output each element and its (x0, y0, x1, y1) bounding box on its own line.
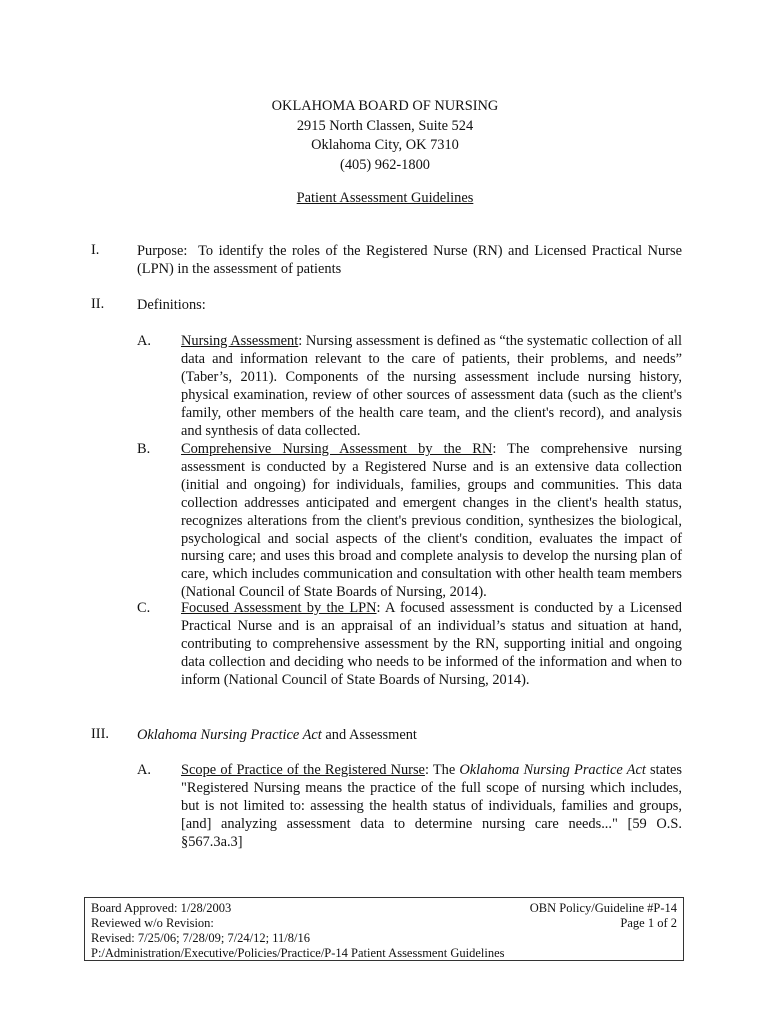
practice-term: Scope of Practice of the Registered Nurse (181, 762, 425, 778)
section-practice-act-title (137, 726, 682, 744)
practice-pre: : The (424, 762, 460, 778)
reviewed-label: Reviewed w/o Revision: (91, 916, 214, 930)
act-title-rest: and Assessment (321, 727, 417, 743)
section-numeral: II. (91, 296, 105, 312)
section-numeral: I. (91, 242, 100, 258)
footer-left (91, 901, 505, 961)
purpose-text: To identify the roles of the Registered Nurse (RN) and Licensed Practical Nurse (LPN) in the assessment of patients (137, 243, 682, 277)
document-title-text: Patient Assessment Guidelines (296, 190, 474, 206)
footer-right (530, 901, 677, 931)
practice-text: states "Registered Nursing means the practice of the full scope of nursing which includes, but is not limited to: assessing the health status of individuals, families and groups, [and] analyzing assessment data to determine nursing care needs..." [59 O.S. §567.3a.3] (181, 762, 682, 850)
section-purpose-body (137, 242, 682, 278)
definition-body (181, 441, 682, 602)
definition-text: : A focused assessment is conducted by a Licensed Practical Nurse and is an appraisal of an individual’s status and situation at hand, contributing to comprehensive assessment by the RN, supporting initial and ongoing data collection and deciding who needs to be informed of the information and when to inform (National Council of State Boards of Nursing, 2014). (181, 600, 682, 688)
address-line-1: 2915 North Classen, Suite 524 (296, 117, 474, 134)
section-definitions-title: Definitions: (137, 297, 206, 313)
act-title-italic: Oklahoma Nursing Practice Act (137, 727, 322, 743)
section-numeral: III. (91, 726, 109, 742)
definition-term: Nursing Assessment (181, 333, 299, 349)
address-line-2: Oklahoma City, OK 7310 (311, 137, 459, 153)
phone-number: (405) 962-1800 (340, 156, 430, 173)
definition-body (181, 333, 682, 440)
definition-body (181, 600, 682, 690)
org-name: OKLAHOMA BOARD OF NURSING (271, 98, 499, 114)
item-letter: C. (137, 600, 151, 616)
document-title (0, 189, 770, 208)
definition-term: Comprehensive Nursing Assessment by the RN (181, 441, 493, 457)
practice-body (181, 762, 682, 852)
item-letter: B. (137, 441, 151, 457)
practice-act-italic: Oklahoma Nursing Practice Act (459, 762, 646, 778)
purpose-label: Purpose: (137, 243, 188, 259)
revised-dates: Revised: 7/25/06; 7/28/09; 7/24/12; 11/8/16 (91, 931, 310, 945)
item-letter: A. (137, 333, 151, 349)
item-letter: A. (137, 762, 151, 778)
page-number: Page 1 of 2 (620, 916, 677, 930)
definition-text: : The comprehensive nursing assessment is conducted by a Registered Nurse and is an extensive data collection (initial and ongoing) for individuals, families, groups and communities. This data collection addresses anticipated and emergent changes in the client's health status, recognizes alterations from the client's previous condition, synthesizes the biological, psychological and social aspects of the client's condition, evaluates the impact of nursing care; and uses this broad and complete analysis to develop the nursing plan of care, which includes communication and consultation with other health team members (National Council of State Boards of Nursing, 2014). (181, 441, 682, 601)
letterhead (0, 97, 770, 175)
definition-term: Focused Assessment by the LPN (181, 600, 377, 616)
approved-date: Board Approved: 1/28/2003 (91, 901, 232, 915)
definition-text: : Nursing assessment is defined as “the systematic collection of all data and information relevant to the care of patients, their problems, and needs” (Taber’s, 2011). Components of the nursing assessment include nursing history, physical examination, review of other sources of assessment data (such as the client's family, other members of the health care team, and the client's record), and analysis and synthesis of data collected. (181, 333, 682, 439)
file-path: P:/Administration/Executive/Policies/Practice/P-14 Patient Assessment Guidelines (91, 946, 505, 960)
footer-box (84, 897, 684, 961)
policy-number: OBN Policy/Guideline #P-14 (529, 901, 677, 915)
